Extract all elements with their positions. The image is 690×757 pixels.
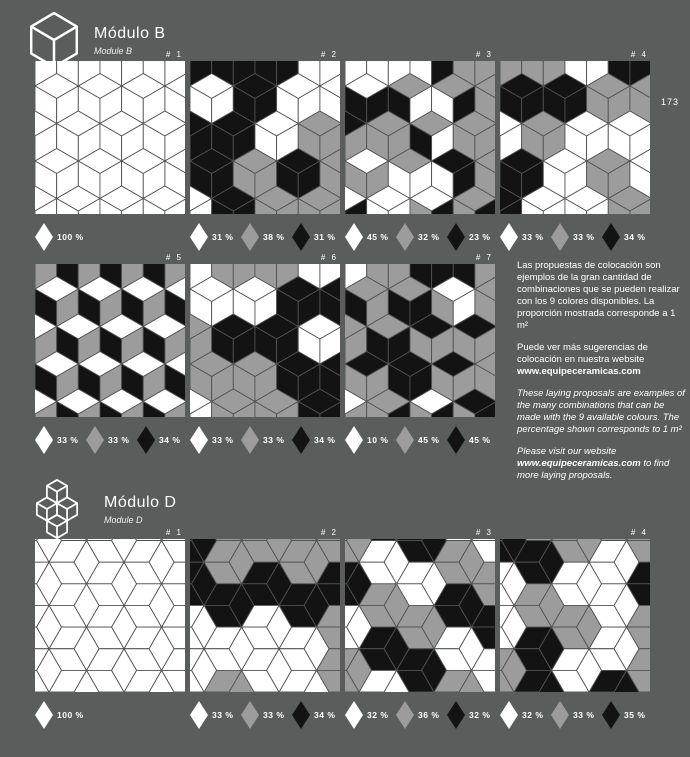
legend-diamond-white <box>345 701 363 729</box>
legend-diamond-white <box>190 223 208 251</box>
pattern-cell <box>190 528 340 730</box>
pattern-cell <box>345 50 495 252</box>
legend-diamond-black <box>137 426 155 454</box>
legend-item <box>396 223 447 251</box>
legend-item <box>345 223 396 251</box>
tile-pattern-swatch <box>500 539 650 692</box>
legend-percentage: 100 % <box>57 232 84 242</box>
legend-diamond-black <box>292 426 310 454</box>
legend-diamond-white <box>500 701 518 729</box>
legend-diamond-grey <box>551 701 569 729</box>
pattern-cell <box>35 50 185 252</box>
legend-item <box>551 701 602 729</box>
legend-percentage: 31 % <box>212 232 234 242</box>
section-subtitle: Module B <box>94 45 133 56</box>
swatch-legend <box>345 700 495 730</box>
legend-diamond-white <box>345 223 363 251</box>
legend-diamond-black <box>447 426 465 454</box>
swatch-legend <box>190 700 340 730</box>
pattern-cell <box>500 50 650 252</box>
legend-diamond-white <box>345 426 363 454</box>
legend-diamond-grey <box>241 223 259 251</box>
legend-diamond-black <box>447 701 465 729</box>
legend-diamond-white <box>35 223 53 251</box>
legend-percentage: 34 % <box>624 232 646 242</box>
legend-item <box>292 701 343 729</box>
legend-diamond-white <box>35 701 53 729</box>
swatch-number-label: # 3 <box>475 50 493 59</box>
tile-pattern-swatch <box>190 539 340 692</box>
tile-pattern-swatch <box>345 61 495 214</box>
legend-item <box>602 701 653 729</box>
legend-percentage: 34 % <box>314 435 336 445</box>
legend-item <box>396 426 447 454</box>
legend-percentage: 33 % <box>573 710 595 720</box>
legend-item <box>447 223 498 251</box>
legend-item <box>35 701 86 729</box>
note-en-website-pre: Please visit our website <box>517 446 617 457</box>
legend-percentage: 33 % <box>263 710 285 720</box>
legend-item <box>551 223 602 251</box>
modulo-d-row-1 <box>35 528 650 730</box>
note-es-paragraph <box>517 260 687 332</box>
legend-percentage: 35 % <box>624 710 646 720</box>
note-es-website-text: Puede ver más sugerencias de colocación en nuestra website <box>517 342 648 365</box>
legend-percentage: 33 % <box>212 435 234 445</box>
swatch-number-label: # 1 <box>165 50 183 59</box>
legend-percentage: 38 % <box>263 232 285 242</box>
tile-pattern-swatch <box>345 264 495 417</box>
tile-pattern-swatch <box>35 539 185 692</box>
pattern-cell <box>35 253 185 455</box>
legend-item <box>447 426 498 454</box>
legend-percentage: 34 % <box>314 710 336 720</box>
swatch-number-label: # 2 <box>320 528 338 537</box>
legend-diamond-grey <box>396 223 414 251</box>
legend-item <box>500 701 551 729</box>
legend-percentage: 33 % <box>212 710 234 720</box>
legend-percentage: 33 % <box>573 232 595 242</box>
website-link-en: www.equipeceramicas.com <box>517 458 641 469</box>
swatch-number-label: # 3 <box>475 528 493 537</box>
swatch-number-label: # 4 <box>630 50 648 59</box>
note-en-paragraph <box>517 388 687 436</box>
legend-item <box>396 701 447 729</box>
legend-percentage: 32 % <box>418 232 440 242</box>
legend-item <box>345 426 396 454</box>
legend-item <box>190 701 241 729</box>
tile-pattern-swatch <box>190 264 340 417</box>
swatch-legend <box>345 425 495 455</box>
legend-item <box>447 701 498 729</box>
pattern-cell <box>190 253 340 455</box>
legend-diamond-white <box>190 426 208 454</box>
tile-pattern-swatch <box>500 61 650 214</box>
legend-percentage: 100 % <box>57 710 84 720</box>
legend-diamond-grey <box>551 223 569 251</box>
legend-percentage: 33 % <box>522 232 544 242</box>
swatch-legend <box>345 222 495 252</box>
legend-percentage: 45 % <box>418 435 440 445</box>
legend-diamond-grey <box>86 426 104 454</box>
laying-proposals-note <box>517 260 687 492</box>
legend-item <box>35 223 86 251</box>
legend-diamond-grey <box>396 426 414 454</box>
modulo-b-row-2 <box>35 253 495 455</box>
legend-percentage: 34 % <box>159 435 181 445</box>
swatch-legend <box>190 425 340 455</box>
legend-item <box>292 426 343 454</box>
legend-diamond-black <box>292 223 310 251</box>
legend-item <box>500 223 551 251</box>
legend-percentage: 33 % <box>57 435 79 445</box>
legend-percentage: 32 % <box>522 710 544 720</box>
pattern-cell <box>500 528 650 730</box>
legend-item <box>345 701 396 729</box>
legend-percentage: 45 % <box>469 435 491 445</box>
legend-diamond-black <box>602 223 620 251</box>
note-en-text: These laying proposals are examples of the many combinations that can be made with the 9 available colours. The percentage shown corresponds to 1 m² <box>517 388 685 435</box>
swatch-legend <box>500 700 650 730</box>
legend-percentage: 33 % <box>108 435 130 445</box>
legend-diamond-black <box>292 701 310 729</box>
modulo-b-row-1 <box>35 50 650 252</box>
swatch-number-label: # 6 <box>320 253 338 262</box>
note-es-text: Las propuestas de colocación son ejemplos de la gran cantidad de combinaciones que se pueden realizar con los 9 colores disponibles. La proporción mostrada corresponde a 1 m² <box>517 260 680 331</box>
legend-item <box>137 426 188 454</box>
legend-percentage: 33 % <box>263 435 285 445</box>
modulo-d-titles <box>104 494 176 525</box>
tile-pattern-swatch <box>35 264 185 417</box>
legend-diamond-white <box>35 426 53 454</box>
section-title: Módulo B <box>94 24 166 42</box>
legend-percentage: 45 % <box>367 232 389 242</box>
pattern-cell <box>345 253 495 455</box>
legend-diamond-white <box>190 701 208 729</box>
tile-pattern-swatch <box>190 61 340 214</box>
page-number: 173 <box>661 97 680 107</box>
swatch-number-label: # 4 <box>630 528 648 537</box>
legend-diamond-black <box>447 223 465 251</box>
section-subtitle: Module D <box>104 514 143 525</box>
legend-item <box>190 223 241 251</box>
swatch-number-label: # 2 <box>320 50 338 59</box>
legend-item <box>241 426 292 454</box>
legend-item <box>241 701 292 729</box>
note-en-website-paragraph <box>517 446 687 482</box>
legend-diamond-black <box>602 701 620 729</box>
legend-item <box>86 426 137 454</box>
swatch-number-label: # 5 <box>165 253 183 262</box>
legend-item <box>602 223 653 251</box>
legend-item <box>190 426 241 454</box>
section-title: Módulo D <box>104 493 177 511</box>
pattern-cell <box>35 528 185 730</box>
legend-diamond-grey <box>241 426 259 454</box>
pattern-cell <box>345 528 495 730</box>
swatch-legend <box>35 222 185 252</box>
pattern-cell <box>190 50 340 252</box>
swatch-legend <box>190 222 340 252</box>
legend-item <box>241 223 292 251</box>
legend-diamond-grey <box>241 701 259 729</box>
legend-item <box>35 426 86 454</box>
legend-diamond-white <box>500 223 518 251</box>
swatch-legend <box>35 425 185 455</box>
tile-pattern-swatch <box>35 61 185 214</box>
swatch-legend <box>35 700 185 730</box>
note-en-website-post: to find more laying proposals. <box>517 458 670 481</box>
swatch-number-label: # 7 <box>475 253 493 262</box>
swatch-legend <box>500 222 650 252</box>
swatch-number-label: # 1 <box>165 528 183 537</box>
legend-percentage: 32 % <box>367 710 389 720</box>
website-link-es: www.equipeceramicas.com <box>517 366 641 377</box>
legend-item <box>292 223 343 251</box>
legend-percentage: 31 % <box>314 232 336 242</box>
note-es-website-paragraph <box>517 342 687 378</box>
legend-percentage: 32 % <box>469 710 491 720</box>
tile-pattern-swatch <box>345 539 495 692</box>
legend-diamond-grey <box>396 701 414 729</box>
legend-percentage: 36 % <box>418 710 440 720</box>
legend-percentage: 10 % <box>367 435 389 445</box>
legend-percentage: 23 % <box>469 232 491 242</box>
